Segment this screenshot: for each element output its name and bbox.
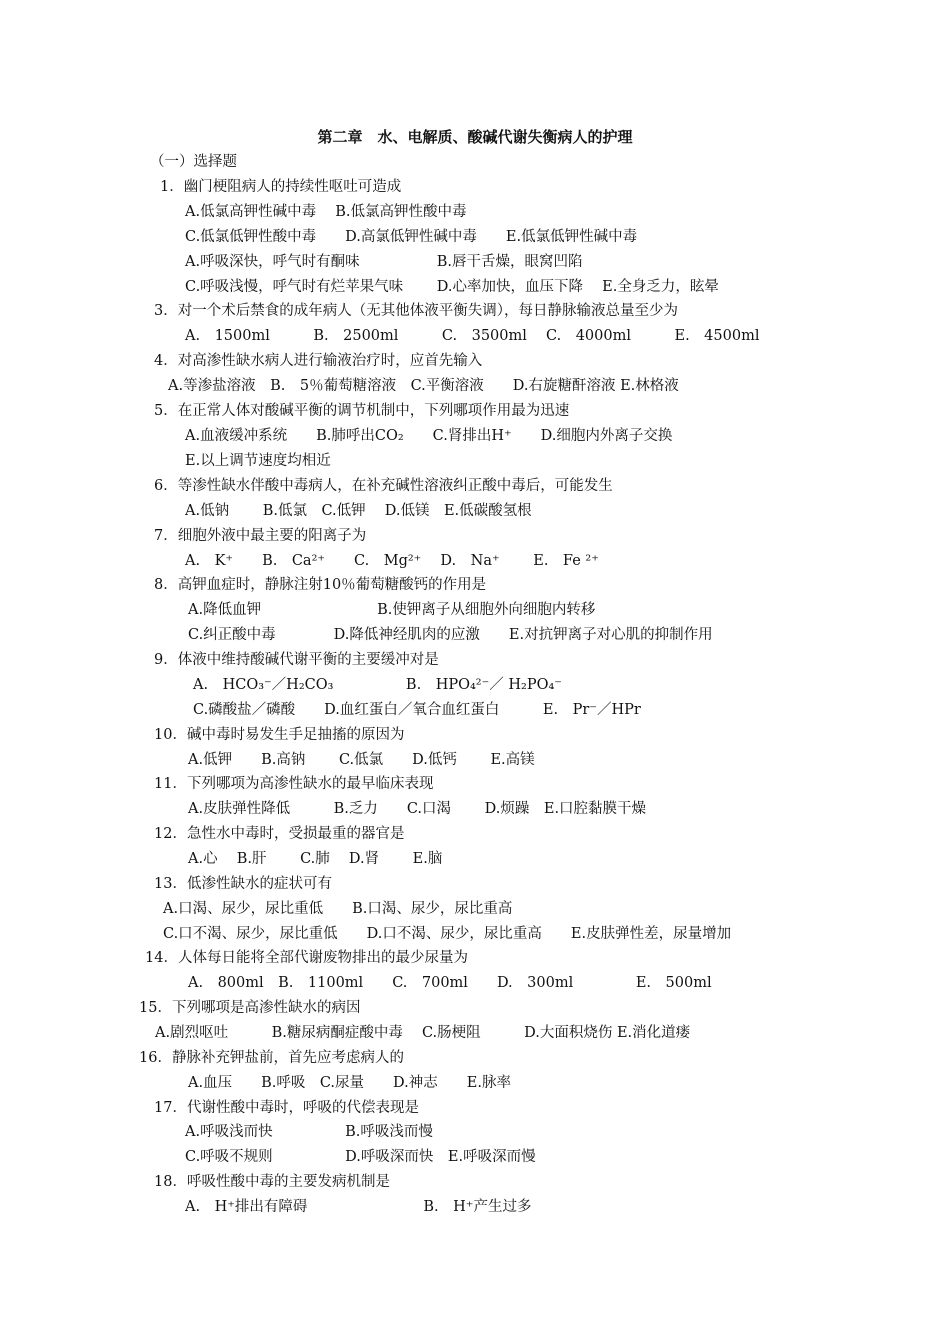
- question-11: 11．下列哪项为高渗性缺水的最早临床表现: [154, 776, 434, 792]
- question-15: 15．下列哪项是高渗性缺水的病因: [139, 1000, 361, 1016]
- question-18-options: A. H⁺排出有障碍 B. H⁺产生过多: [185, 1199, 532, 1215]
- question-1-options: C.低氯低钾性酸中毒 D.高氯低钾性碱中毒 E.低氯低钾性碱中毒: [185, 229, 638, 245]
- question-11-options: A.皮肤弹性降低 B.乏力 C.口渴 D.烦躁 E.口腔黏膜干燥: [188, 801, 647, 817]
- question-5: 5．在正常人体对酸碱平衡的调节机制中，下列哪项作用最为迅速: [154, 403, 570, 419]
- question-18: 18．呼吸性酸中毒的主要发病机制是: [154, 1174, 390, 1190]
- section-heading: （一）选择题: [150, 154, 237, 170]
- question-7: 7．细胞外液中最主要的阳离子为: [154, 528, 367, 544]
- question-10: 10．碱中毒时易发生手足抽搐的原因为: [154, 727, 405, 743]
- question-6: 6．等渗性缺水伴酸中毒病人，在补充碱性溶液纠正酸中毒后，可能发生: [154, 478, 613, 494]
- question-6-options: A.低钠 B.低氯 C.低钾 D.低镁 E.低碳酸氢根: [185, 503, 532, 519]
- chapter-title: 第二章 水、电解质、酸碱代谢失衡病人的护理: [317, 128, 633, 146]
- question-1-options: A.低氯高钾性碱中毒 B.低氯高钾性酸中毒: [185, 204, 467, 220]
- question-8: 8．高钾血症时，静脉注射10％葡萄糖酸钙的作用是: [154, 577, 487, 593]
- question-15-options: A.剧烈呕吐 B.糖尿病酮症酸中毒 C.肠梗阻 D.大面积烧伤 E.消化道瘘: [155, 1025, 691, 1041]
- question-17: 17．代谢性酸中毒时，呼吸的代偿表现是: [154, 1100, 419, 1116]
- question-9-options: C.磷酸盐／磷酸 D.血红蛋白／氧合血红蛋白 E. Pr⁻／HPr: [193, 702, 641, 718]
- question-9-options: A. HCO₃⁻／H₂CO₃ B. HPO₄²⁻／ H₂PO₄⁻: [193, 677, 562, 693]
- question-12: 12．急性水中毒时，受损最重的器官是: [154, 826, 405, 842]
- question-2-options: A.呼吸深快，呼气时有酮味 B.唇干舌燥，眼窝凹陷: [185, 254, 583, 270]
- question-13: 13．低渗性缺水的症状可有: [154, 876, 332, 892]
- question-13-options: A.口渴、尿少，尿比重低 B.口渴、尿少，尿比重高: [163, 901, 513, 917]
- question-2-options: C.呼吸浅慢，呼气时有烂苹果气味 D.心率加快，血压下降 E.全身乏力，眩晕: [185, 279, 719, 295]
- question-17-options: A.呼吸浅而快 B.呼吸浅而慢: [185, 1124, 433, 1140]
- question-17-options: C.呼吸不规则 D.呼吸深而快 E.呼吸深而慢: [185, 1149, 536, 1165]
- question-5-options: A.血液缓冲系统 B.肺呼出CO₂ C.肾排出H⁺ D.细胞内外离子交换: [185, 428, 673, 444]
- question-13-options: C.口不渴、尿少，尿比重低 D.口不渴、尿少，尿比重高 E.皮肤弹性差，尿量增加: [163, 926, 732, 942]
- question-9: 9．体液中维持酸碱代谢平衡的主要缓冲对是: [154, 652, 439, 668]
- question-1: 1．幽门梗阻病人的持续性呕吐可造成: [160, 179, 402, 195]
- question-4-options: A.等渗盐溶液 B. 5％葡萄糖溶液 C.平衡溶液 D.右旋糖酐溶液 E.林格液: [168, 378, 679, 394]
- question-10-options: A.低钾 B.高钠 C.低氯 D.低钙 E.高镁: [188, 752, 535, 768]
- question-14: 14．人体每日能将全部代谢废物排出的最少尿量为: [145, 950, 468, 966]
- question-8-options: C.纠正酸中毒 D.降低神经肌肉的应激 E.对抗钾离子对心肌的抑制作用: [188, 627, 713, 643]
- question-4: 4．对高渗性缺水病人进行输液治疗时，应首先输入: [154, 353, 483, 369]
- question-5-options: E.以上调节速度均相近: [185, 453, 331, 469]
- question-3: 3．对一个术后禁食的成年病人（无其他体液平衡失调），每日静脉输液总量至少为: [154, 303, 678, 319]
- question-16-options: A.血压 B.呼吸 C.尿量 D.神志 E.脉率: [188, 1075, 511, 1091]
- question-7-options: A. K⁺ B. Ca²⁺ C. Mg²⁺ D. Na⁺ E. Fe ²⁺: [185, 553, 599, 569]
- question-8-options: A.降低血钾 B.使钾离子从细胞外向细胞内转移: [188, 602, 596, 618]
- question-3-options: A. 1500ml B. 2500ml C. 3500ml C. 4000ml E. 4500ml: [185, 328, 760, 344]
- question-16: 16．静脉补充钾盐前，首先应考虑病人的: [139, 1050, 404, 1066]
- question-12-options: A.心 B.肝 C.肺 D.肾 E.脑: [188, 851, 443, 867]
- question-14-options: A. 800ml B. 1100ml C. 700ml D. 300ml E. 500ml: [188, 975, 712, 991]
